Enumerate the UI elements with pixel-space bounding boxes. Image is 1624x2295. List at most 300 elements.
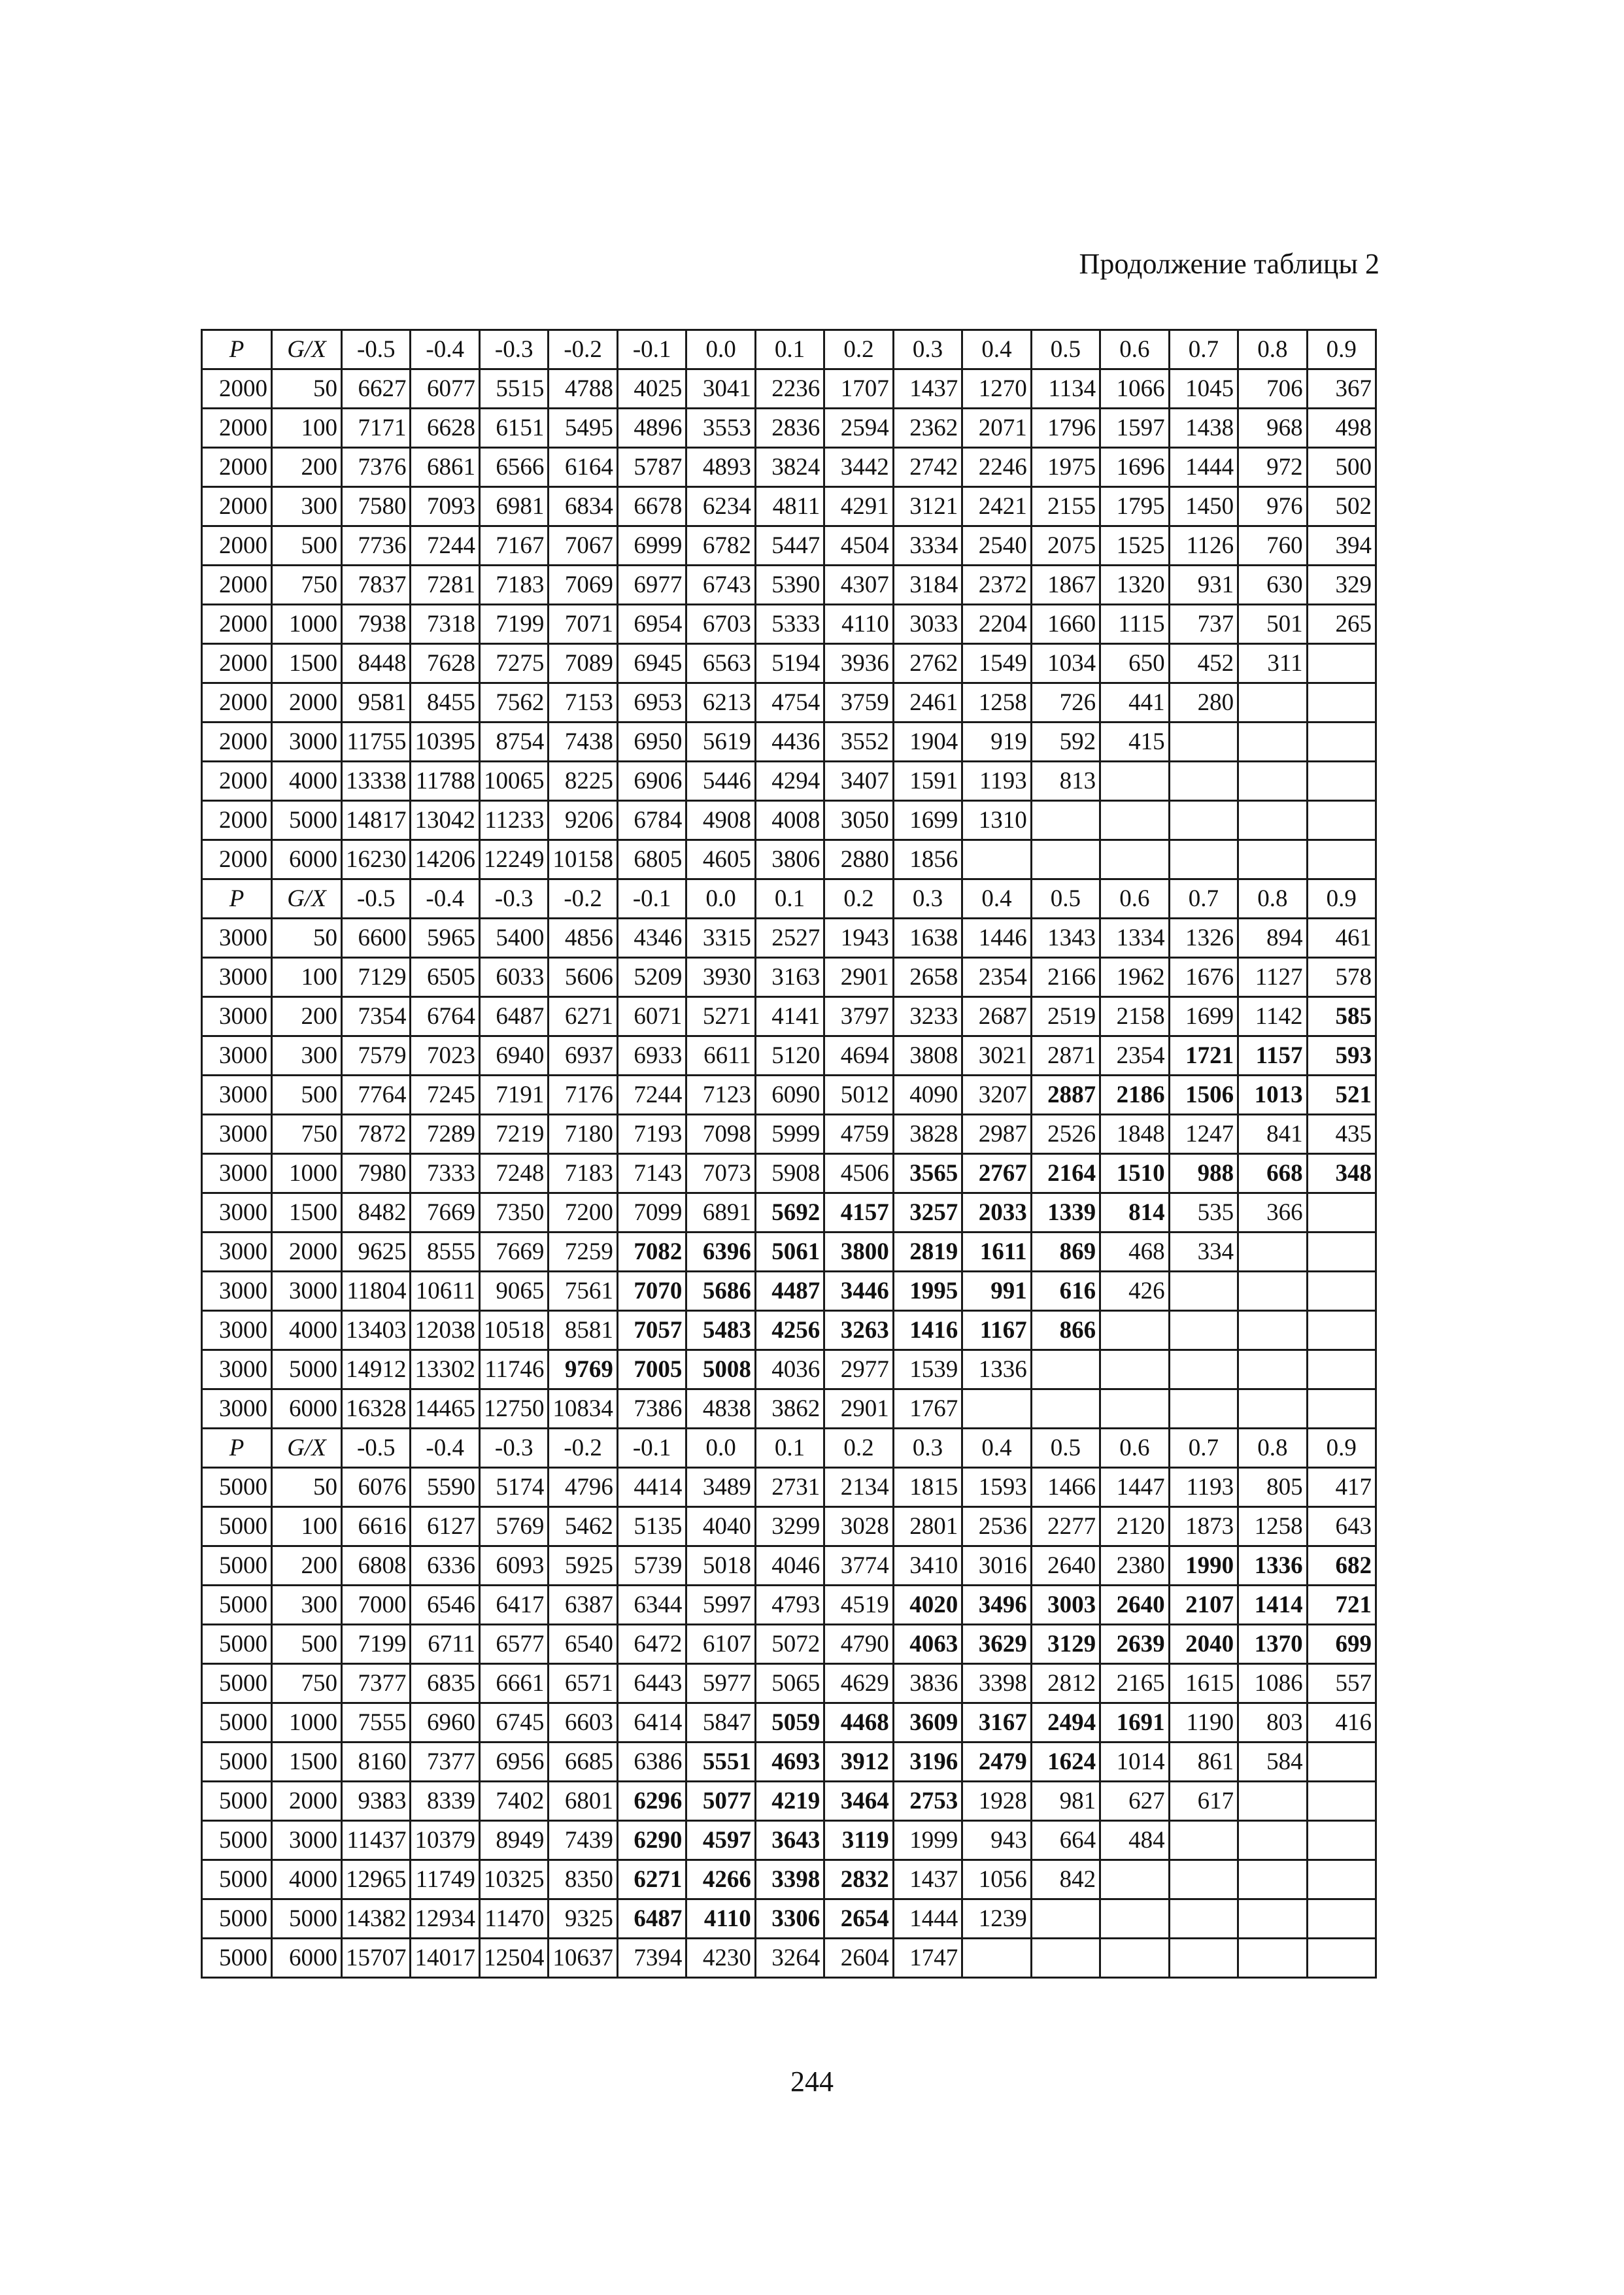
table-cell: 3000 [272,1821,342,1860]
table-cell: 6954 [617,605,686,644]
column-header: 0.0 [686,330,755,369]
table-cell: 5619 [686,722,755,762]
table-cell: 3446 [824,1272,893,1311]
table-cell: 3000 [202,1076,272,1115]
table-cell: 2819 [893,1232,962,1272]
table-cell: 3196 [893,1742,962,1782]
table-cell: 1591 [893,762,962,801]
table-cell: 7579 [342,1036,411,1076]
table-cell: 4504 [824,526,893,566]
table-cell: 2987 [962,1115,1031,1154]
column-header: 0.9 [1307,879,1376,919]
table-cell: 931 [1169,566,1238,605]
table-cell: 981 [1031,1782,1100,1821]
table-cell: 3398 [755,1860,824,1899]
table-cell: 4788 [549,369,617,409]
table-cell: 2639 [1100,1625,1169,1664]
table-cell: 6745 [479,1703,548,1742]
table-cell: 1624 [1031,1742,1100,1782]
table-cell: 5018 [686,1546,755,1586]
table-cell: 11437 [342,1821,411,1860]
table-cell: 1437 [893,369,962,409]
table-cell: 5787 [617,448,686,487]
table-cell: 8160 [342,1742,411,1782]
table-cell: 585 [1307,997,1376,1036]
table-cell: 2071 [962,409,1031,448]
table-cell: 578 [1307,958,1376,997]
table-cell: 426 [1100,1272,1169,1311]
table-cell: 14206 [411,840,479,879]
table-cell: 991 [962,1272,1031,1311]
table-cell: 5606 [549,958,617,997]
table-cell: 1611 [962,1232,1031,1272]
table-cell: 699 [1307,1625,1376,1664]
table-cell [1100,1939,1169,1978]
table-row [202,958,1376,997]
table-cell [1238,1272,1307,1311]
table-cell: 866 [1031,1311,1100,1350]
table-cell: 3930 [686,958,755,997]
table-cell: 435 [1307,1115,1376,1154]
table-cell: 5061 [755,1232,824,1272]
table-cell: 7289 [411,1115,479,1154]
table-cell: 2901 [824,958,893,997]
column-header: -0.2 [549,330,617,369]
table-cell: 6906 [617,762,686,801]
table-cell: 7318 [411,605,479,644]
table-cell: 5000 [202,1860,272,1899]
table-cell: 2812 [1031,1664,1100,1703]
table-cell: 1045 [1169,369,1238,409]
table-cell: 7129 [342,958,411,997]
table-row [202,409,1376,448]
table-cell: 1699 [893,801,962,840]
table-cell: 1506 [1169,1076,1238,1115]
table-cell: 2000 [202,722,272,762]
table-cell: 3643 [755,1821,824,1860]
table-row [202,644,1376,683]
table-row [202,1625,1376,1664]
table-cell: 14382 [342,1899,411,1939]
table-cell: 750 [272,1664,342,1703]
table-cell: 4487 [755,1272,824,1311]
table-cell: 5400 [479,919,548,958]
table-cell: 1270 [962,369,1031,409]
table-cell: 2887 [1031,1076,1100,1115]
table-cell: 2742 [893,448,962,487]
table-cell: 1157 [1238,1036,1307,1076]
column-header: -0.5 [342,1429,411,1468]
table-cell: 8225 [549,762,617,801]
table-cell: 643 [1307,1507,1376,1546]
table-cell: 500 [272,1625,342,1664]
table-cell: 1414 [1238,1586,1307,1625]
table-row [202,1546,1376,1586]
table-cell: 3299 [755,1507,824,1546]
table-cell: 3000 [272,722,342,762]
table-cell: 2000 [202,526,272,566]
table-cell: 50 [272,919,342,958]
table-cell: 4294 [755,762,824,801]
table-cell: 5390 [755,566,824,605]
table-cell [1100,840,1169,879]
table-cell: 3000 [202,1272,272,1311]
table-cell: 6076 [342,1468,411,1507]
table-row [202,1586,1376,1625]
table-cell: 664 [1031,1821,1100,1860]
table-row [202,1468,1376,1507]
table-cell: 2000 [202,566,272,605]
table-cell: 3565 [893,1154,962,1193]
table-cell: 9383 [342,1782,411,1821]
table-cell: 1450 [1169,487,1238,526]
column-header: G/X [272,330,342,369]
table-cell: 1444 [893,1899,962,1939]
table-cell: 1795 [1100,487,1169,526]
column-header: 0.6 [1100,330,1169,369]
table-cell: 6784 [617,801,686,840]
table-cell: 15707 [342,1939,411,1978]
table-cell [962,1389,1031,1429]
table-cell: 2901 [824,1389,893,1429]
table-cell: 737 [1169,605,1238,644]
table-cell: 5194 [755,644,824,683]
table-cell: 5462 [549,1507,617,1546]
table-cell: 7281 [411,566,479,605]
table-cell: 4025 [617,369,686,409]
table-cell: 4036 [755,1350,824,1389]
table-row [202,1703,1376,1742]
table-cell: 2640 [1100,1586,1169,1625]
table-cell: 1975 [1031,448,1100,487]
table-cell: 1500 [272,1193,342,1232]
table-cell [1169,801,1238,840]
table-cell: 1127 [1238,958,1307,997]
table-cell: 2640 [1031,1546,1100,1586]
table-cell: 1134 [1031,369,1100,409]
table-cell: 3000 [202,1193,272,1232]
table-cell: 1000 [272,1154,342,1193]
table-cell: 6164 [549,448,617,487]
table-cell: 6981 [479,487,548,526]
table-cell: 13338 [342,762,411,801]
table-cell: 4694 [824,1036,893,1076]
table-cell: 7067 [549,526,617,566]
table-cell: 2421 [962,487,1031,526]
table-cell: 7082 [617,1232,686,1272]
table-cell: 3163 [755,958,824,997]
table-row [202,1036,1376,1076]
table-cell: 6093 [479,1546,548,1586]
table-cell: 4346 [617,919,686,958]
table-cell: 2977 [824,1350,893,1389]
column-header: -0.5 [342,879,411,919]
table-row [202,605,1376,644]
table-cell: 7093 [411,487,479,526]
table-cell: 4046 [755,1546,824,1586]
table-cell: 6956 [479,1742,548,1782]
table-cell: 6685 [549,1742,617,1782]
table-cell: 2164 [1031,1154,1100,1193]
table-cell: 5925 [549,1546,617,1586]
table-cell: 7123 [686,1076,755,1115]
table-cell: 1013 [1238,1076,1307,1115]
table-cell: 12750 [479,1389,548,1429]
table-cell: 1126 [1169,526,1238,566]
table-cell: 500 [1307,448,1376,487]
column-header: G/X [272,879,342,919]
table-cell [962,840,1031,879]
table-row [202,1115,1376,1154]
table-cell: 805 [1238,1468,1307,1507]
table-cell: 3806 [755,840,824,879]
table-cell: 5769 [479,1507,548,1546]
table-cell: 2527 [755,919,824,958]
table-cell [1307,1899,1376,1939]
table-cell: 8581 [549,1311,617,1350]
table-cell: 6127 [411,1507,479,1546]
table-cell [1307,722,1376,762]
table-cell: 10395 [411,722,479,762]
table-cell: 3000 [202,997,272,1036]
table-cell: 6000 [272,1939,342,1978]
table-cell: 14017 [411,1939,479,1978]
table-cell: 6937 [549,1036,617,1076]
table-cell: 4838 [686,1389,755,1429]
table-cell [1307,1350,1376,1389]
table-cell: 7005 [617,1350,686,1389]
table-cell: 6151 [479,409,548,448]
table-cell: 6387 [549,1586,617,1625]
table-cell: 12249 [479,840,548,879]
table-cell: 1056 [962,1860,1031,1899]
table-cell: 4110 [686,1899,755,1939]
table-cell: 2000 [202,683,272,722]
table-cell: 2158 [1100,997,1169,1036]
table-cell: 4811 [755,487,824,526]
table-cell: 5008 [686,1350,755,1389]
table-cell: 12504 [479,1939,548,1978]
table-cell: 6603 [549,1703,617,1742]
table-cell: 5000 [202,1507,272,1546]
table-cell: 1873 [1169,1507,1238,1546]
table-cell: 2604 [824,1939,893,1978]
table-cell: 2277 [1031,1507,1100,1546]
table-cell: 6566 [479,448,548,487]
table-cell: 5977 [686,1664,755,1703]
table-cell: 1000 [272,1703,342,1742]
table-cell: 2536 [962,1507,1031,1546]
table-cell: 1767 [893,1389,962,1429]
table-cell: 311 [1238,644,1307,683]
table-cell [1169,1899,1238,1939]
table-cell: 329 [1307,566,1376,605]
table-cell: 988 [1169,1154,1238,1193]
table-cell: 452 [1169,644,1238,683]
table-cell: 841 [1238,1115,1307,1154]
column-header: 0.3 [893,879,962,919]
table-cell: 1615 [1169,1664,1238,1703]
column-header: -0.4 [411,330,479,369]
table-cell: 3759 [824,683,893,722]
column-header: P [202,330,272,369]
table-cell: 3552 [824,722,893,762]
table-cell: 593 [1307,1036,1376,1076]
table-cell: 6945 [617,644,686,683]
table-cell: 706 [1238,369,1307,409]
table-cell: 7938 [342,605,411,644]
column-header: 0.7 [1169,330,1238,369]
table-cell: 4605 [686,840,755,879]
table-cell: 5000 [202,1821,272,1860]
table-cell: 4063 [893,1625,962,1664]
table-cell [1100,1860,1169,1899]
table-row [202,448,1376,487]
table-cell: 50 [272,1468,342,1507]
table-cell: 8339 [411,1782,479,1821]
table-cell [1307,1742,1376,1782]
table-cell: 5000 [202,1468,272,1507]
table-cell: 7628 [411,644,479,683]
table-cell: 10611 [411,1272,479,1311]
table-cell: 9625 [342,1232,411,1272]
table-cell: 500 [272,526,342,566]
table-cell: 7244 [411,526,479,566]
table-cell: 10065 [479,762,548,801]
table-cell: 5065 [755,1664,824,1703]
table-cell: 501 [1238,605,1307,644]
table-cell: 3264 [755,1939,824,1978]
table-cell: 7980 [342,1154,411,1193]
table-cell: 2880 [824,840,893,879]
table-cell: 5000 [202,1664,272,1703]
table-cell: 2380 [1100,1546,1169,1586]
table-cell: 2801 [893,1507,962,1546]
table-cell [1169,722,1238,762]
table-cell: 5551 [686,1742,755,1782]
table-cell: 2033 [962,1193,1031,1232]
table-cell: 842 [1031,1860,1100,1899]
table-cell: 6711 [411,1625,479,1664]
page-number: 244 [790,2066,834,2098]
column-header: -0.3 [479,879,548,919]
table-cell: 617 [1169,1782,1238,1821]
table-cell: 4000 [272,1860,342,1899]
table-cell: 416 [1307,1703,1376,1742]
table-cell: 6540 [549,1625,617,1664]
table-row [202,1507,1376,1546]
table-cell: 3629 [962,1625,1031,1664]
table-cell: 4256 [755,1311,824,1350]
table-cell: 4468 [824,1703,893,1742]
table-cell: 5965 [411,919,479,958]
table-cell: 6071 [617,997,686,1036]
table-cell: 100 [272,958,342,997]
table-cell: 7180 [549,1115,617,1154]
table-cell: 1370 [1238,1625,1307,1664]
table-cell: 1190 [1169,1703,1238,1742]
table-cell: 7069 [549,566,617,605]
table-cell: 1500 [272,644,342,683]
column-header: 0.0 [686,879,755,919]
table-cell: 6296 [617,1782,686,1821]
table-cell: 6953 [617,683,686,722]
table-cell: 7377 [342,1664,411,1703]
table-cell: 6571 [549,1664,617,1703]
table-cell: 11804 [342,1272,411,1311]
table-cell: 6611 [686,1036,755,1076]
table-cell: 4291 [824,487,893,526]
table-cell: 6960 [411,1703,479,1742]
table-cell: 2000 [202,448,272,487]
table-cell: 11788 [411,762,479,801]
table-row [202,762,1376,801]
table-cell: 7089 [549,644,617,683]
table-cell: 6472 [617,1625,686,1664]
table-row [202,801,1376,840]
table-cell: 11233 [479,801,548,840]
table-cell: 16230 [342,840,411,879]
table-cell: 1193 [1169,1468,1238,1507]
table-cell: 2494 [1031,1703,1100,1742]
table-cell [1307,1782,1376,1821]
table-cell: 7171 [342,409,411,448]
table-cell: 1510 [1100,1154,1169,1193]
table-cell: 2040 [1169,1625,1238,1664]
table-cell: 6234 [686,487,755,526]
table-cell: 6000 [272,840,342,879]
table-cell: 6271 [549,997,617,1036]
table-cell: 1990 [1169,1546,1238,1586]
table-cell: 5447 [755,526,824,566]
table-cell [1100,1350,1169,1389]
table-cell: 3808 [893,1036,962,1076]
table-cell: 943 [962,1821,1031,1860]
table-cell: 5000 [272,1899,342,1939]
table-cell: 7153 [549,683,617,722]
table-cell: 1593 [962,1468,1031,1507]
table-cell: 2871 [1031,1036,1100,1076]
table-cell: 300 [272,1036,342,1076]
table-cell: 3000 [202,1311,272,1350]
table-cell [1031,1389,1100,1429]
table-cell: 2354 [962,958,1031,997]
table-cell: 7354 [342,997,411,1036]
table-cell: 394 [1307,526,1376,566]
table-cell [1238,1311,1307,1350]
table-cell: 3000 [202,1232,272,1272]
table-cell: 726 [1031,683,1100,722]
table-cell: 2246 [962,448,1031,487]
table-cell: 7669 [411,1193,479,1232]
table-cell: 1167 [962,1311,1031,1350]
table-cell: 100 [272,409,342,448]
table-cell: 4893 [686,448,755,487]
table-cell: 8555 [411,1232,479,1272]
table-cell: 2654 [824,1899,893,1939]
table-cell: 10379 [411,1821,479,1860]
table-cell [1238,1389,1307,1429]
table-cell [962,1939,1031,1978]
table-cell: 367 [1307,369,1376,409]
table-cell: 4020 [893,1586,962,1625]
column-header: 0.6 [1100,1429,1169,1468]
table-cell: 4629 [824,1664,893,1703]
column-header: -0.1 [617,330,686,369]
table-cell: 3000 [202,919,272,958]
table-cell: 1447 [1100,1468,1169,1507]
table-cell: 2762 [893,644,962,683]
